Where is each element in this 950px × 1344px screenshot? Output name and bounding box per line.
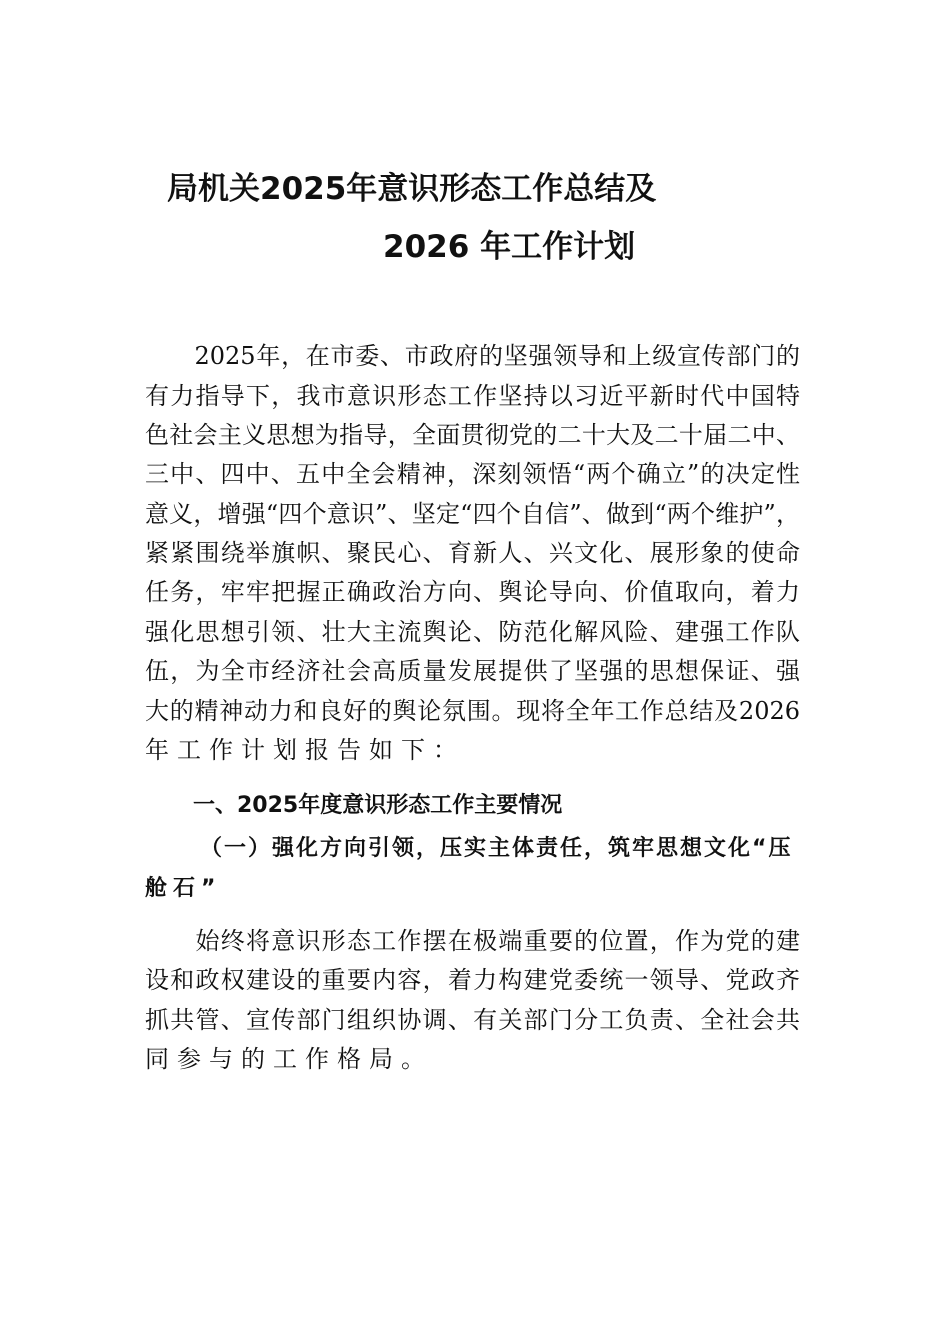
intro-line: 紧紧围绕举旗帜、聚民心、育新人、兴文化、展形象的使命 — [145, 539, 800, 567]
intro-line: 年工作计划报告如下： — [145, 736, 465, 764]
intro-line: 色社会主义思想为指导，全面贯彻党的二十大及二十届二中、 — [145, 421, 800, 449]
paragraph-line: 抓共管、宣传部门组织协调、有关部门分工负责、全社会共 — [145, 1006, 800, 1034]
paragraph-line: 设和政权建设的重要内容，着力构建党委统一领导、党政齐 — [145, 966, 800, 994]
intro-line: 三中、四中、五中全会精神，深刻领悟“两个确立”的决定性 — [145, 460, 800, 488]
section-heading: 一、2025年度意识形态工作主要情况 — [193, 793, 563, 818]
intro-line: 2025年，在市委、市政府的坚强领导和上级宣传部门的 — [145, 342, 800, 370]
subsection-heading-line2: 舱石” — [145, 876, 222, 901]
intro-line: 任务，牢牢把握正确政治方向、舆论导向、价值取向，着力 — [145, 578, 800, 606]
paragraph-line: 同参与的工作格局。 — [145, 1045, 433, 1073]
intro-line: 意义，增强“四个意识”、坚定“四个自信”、做到“两个维护”， — [145, 500, 800, 528]
subsection-heading-line1: （一）强化方向引领，压实主体责任，筑牢思想文化“压 — [200, 836, 793, 861]
intro-line: 有力指导下，我市意识形态工作坚持以习近平新时代中国特 — [145, 382, 800, 410]
intro-line: 强化思想引领、壮大主流舆论、防范化解风险、建强工作队 — [145, 618, 800, 646]
paragraph-line: 始终将意识形态工作摆在极端重要的位置，作为党的建 — [145, 927, 800, 955]
intro-line: 伍，为全市经济社会高质量发展提供了坚强的思想保证、强 — [145, 657, 800, 685]
document-title-line1: 局机关2025年意识形态工作总结及 — [167, 171, 657, 207]
intro-line: 大的精神动力和良好的舆论氛围。现将全年工作总结及2026 — [145, 697, 800, 725]
document-title-line2: 2026 年工作计划 — [383, 229, 636, 265]
